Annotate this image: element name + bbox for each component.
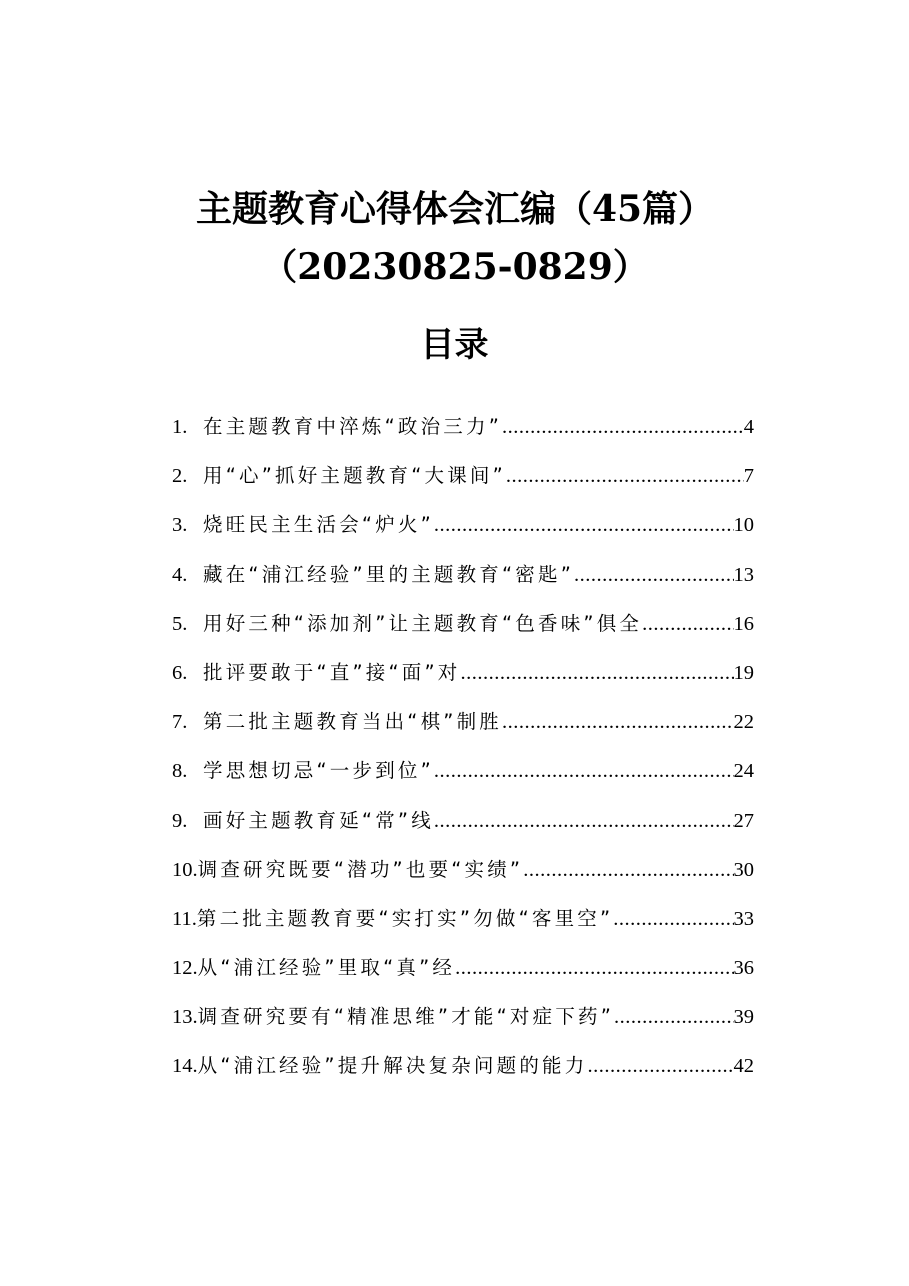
toc-dot-leader (434, 751, 734, 791)
toc-entry-number: 13. (172, 1006, 198, 1029)
toc-dot-leader (574, 555, 733, 595)
toc-entry-page-number: 16 (733, 612, 754, 635)
toc-entry-page-number: 33 (733, 907, 754, 930)
toc-dot-leader (613, 899, 733, 939)
toc-entry-page-number: 24 (733, 760, 754, 783)
toc-dot-leader (642, 604, 733, 644)
toc-entry-page-number: 7 (743, 465, 754, 488)
toc-entry-title: 第二批主题教育当出“棋”制胜 (203, 710, 503, 734)
toc-entry-page-number: 30 (733, 858, 754, 881)
toc-dot-leader (461, 653, 734, 693)
toc-entry-number: 8. (172, 760, 188, 783)
toc-entry[interactable] (172, 850, 754, 899)
toc-heading: 目录 (420, 325, 489, 365)
toc-entry[interactable] (172, 456, 754, 505)
toc-dot-leader (434, 505, 734, 545)
toc-entry[interactable] (172, 801, 754, 850)
toc-entry[interactable] (172, 555, 754, 604)
toc-entry[interactable] (172, 948, 754, 997)
toc-entry-number: 1. (172, 416, 188, 438)
toc-entry-title: 用好三种“添加剂”让主题教育“色香味”俱全 (203, 611, 643, 635)
toc-entry-title: 从“浦江经验”提升解决复杂问题的能力 (197, 1054, 588, 1078)
toc-entry-page-number: 4 (743, 416, 754, 438)
toc-entry-title: 批评要敢于“直”接“面”对 (203, 660, 461, 684)
toc-entry[interactable] (172, 505, 754, 554)
toc-entry[interactable] (172, 751, 754, 800)
toc-entry-number: 5. (172, 612, 188, 635)
toc-entry-number: 9. (172, 809, 188, 832)
toc-entry-title: 在主题教育中淬炼“政治三力” (203, 415, 503, 438)
toc-dot-leader (587, 1046, 733, 1086)
toc-entry-title: 藏在“浦江经验”里的主题教育“密匙” (203, 562, 575, 586)
toc-entry-number: 12. (172, 957, 198, 980)
toc-entry[interactable] (172, 407, 754, 456)
toc-entry-title: 用“心”抓好主题教育“大课间” (203, 464, 506, 488)
toc-entry-title: 画好主题教育延“常”线 (203, 808, 434, 832)
toc-entry-page-number: 42 (733, 1055, 754, 1078)
table-of-contents (172, 407, 754, 1096)
toc-entry-page-number: 13 (733, 563, 754, 586)
toc-entry-number: 7. (172, 711, 188, 734)
document-title: 主题教育心得体会汇编（45篇）（20230825-0829） (195, 188, 715, 288)
toc-entry[interactable] (172, 899, 754, 948)
toc-entry-title: 第二批主题教育要“实打实”勿做“客里空” (196, 906, 614, 930)
toc-entry-number: 4. (172, 563, 188, 586)
toc-dot-leader (523, 850, 733, 890)
toc-entry-number: 6. (172, 661, 188, 684)
toc-entry-page-number: 10 (733, 514, 754, 537)
toc-dot-leader (506, 456, 744, 496)
toc-dot-leader (434, 801, 734, 841)
toc-dot-leader (502, 702, 733, 742)
toc-entry-number: 3. (172, 514, 188, 537)
toc-entry-title: 从“浦江经验”里取“真”经 (197, 956, 456, 980)
toc-entry-number: 2. (172, 465, 188, 488)
toc-entry-title: 烧旺民主生活会“炉火” (203, 513, 434, 537)
toc-dot-leader (455, 948, 733, 988)
toc-dot-leader (502, 407, 744, 447)
toc-entry-page-number: 27 (733, 809, 754, 832)
toc-entry[interactable] (172, 997, 754, 1046)
toc-entry-number: 14. (172, 1055, 198, 1078)
toc-entry-page-number: 36 (733, 957, 754, 980)
toc-entry-page-number: 19 (733, 661, 754, 684)
toc-entry-title: 调查研究要有“精准思维”才能“对症下药” (197, 1005, 615, 1029)
toc-entry-title: 调查研究既要“潜功”也要“实绩” (197, 857, 524, 881)
toc-entry-page-number: 22 (733, 711, 754, 734)
toc-entry-number: 11. (172, 907, 197, 930)
toc-entry-title: 学思想切忌“一步到位” (203, 759, 434, 783)
toc-dot-leader (614, 997, 733, 1037)
toc-entry[interactable] (172, 1046, 754, 1095)
toc-entry-page-number: 39 (733, 1006, 754, 1029)
toc-entry-number: 10. (172, 858, 198, 881)
toc-entry[interactable] (172, 604, 754, 653)
toc-entry[interactable] (172, 653, 754, 702)
toc-entry[interactable] (172, 702, 754, 751)
